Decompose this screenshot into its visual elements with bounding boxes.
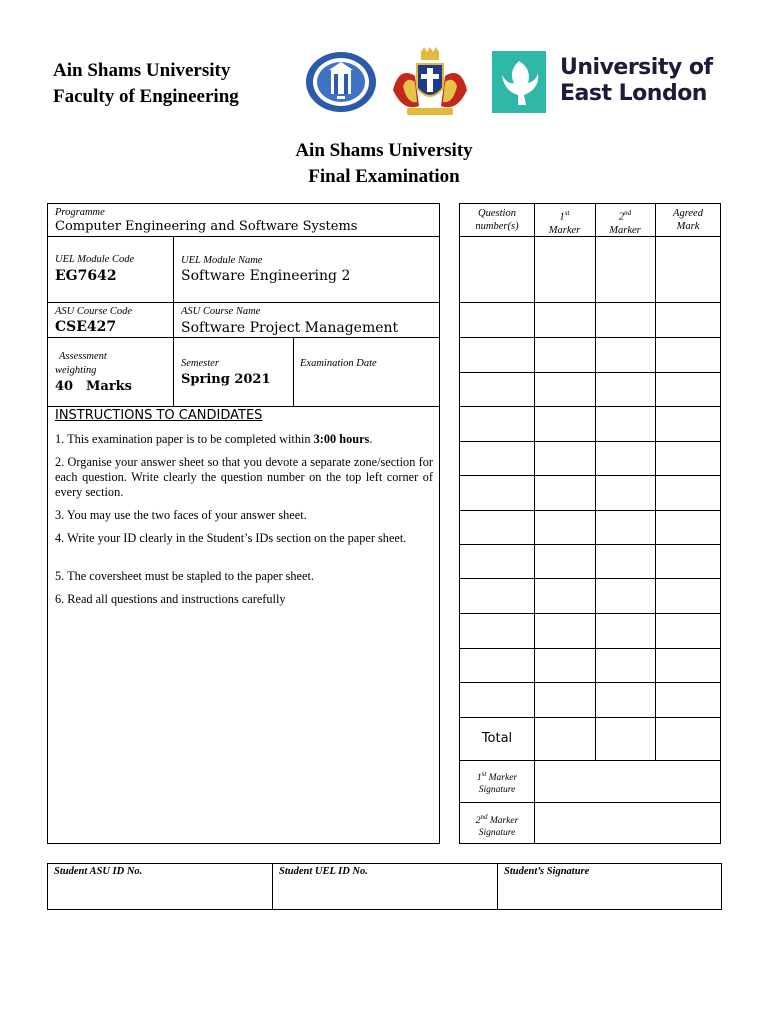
student-id-table	[47, 863, 722, 910]
student-asu-id-label: Student ASU ID No.	[54, 866, 143, 877]
second-marker-signature-label	[460, 811, 534, 839]
second-marker-word: Marker	[489, 816, 519, 827]
marks-table-row-line	[459, 682, 721, 683]
marks-table-row-line	[459, 302, 721, 303]
semester-label: Semester	[181, 358, 219, 369]
title-final-examination: Final Examination	[308, 166, 460, 187]
marks-table-row-line	[459, 760, 721, 761]
col-agreed-mark-line-2: Mark	[676, 221, 700, 232]
programme-label: Programme	[55, 207, 105, 218]
assessment-unit: Marks	[86, 379, 132, 394]
asu-course-name-label: ASU Course Name	[181, 306, 261, 317]
first-marker-number: 1	[476, 773, 482, 784]
examination-date-label: Examination Date	[300, 358, 377, 369]
col-first-marker-number: 1	[559, 211, 565, 223]
second-marker-signature-word: Signature	[478, 828, 516, 839]
uel-wordmark-line-1: University of	[560, 55, 713, 80]
total-label: Total	[481, 731, 513, 746]
header-university-names	[53, 58, 239, 110]
exam-info-box	[47, 203, 440, 844]
col-second-marker-label: Marker	[609, 224, 641, 236]
col-first-marker	[534, 207, 595, 237]
first-marker-suffix: st	[481, 770, 487, 778]
instruction-6: 6. Read all questions and instructions carefully	[55, 592, 286, 606]
col-second-marker-number: 2	[618, 211, 625, 223]
instructions-title: INSTRUCTIONS TO CANDIDATES	[55, 408, 263, 423]
col-second-marker	[595, 207, 655, 237]
instruction-2: 2. Organise your answer sheet so that you devote a separate zone/section for each question. Write clearly the question number on the top left corner of every section.	[55, 455, 433, 499]
marks-table-column-line	[655, 203, 656, 760]
coat-of-arms-logo	[389, 46, 471, 118]
col-question-number-line-1: Question	[478, 208, 516, 219]
marks-table-signature-divider	[534, 760, 535, 844]
first-marker-word: Marker	[488, 773, 518, 784]
student-uel-id-label: Student UEL ID No.	[279, 866, 368, 877]
instruction-1	[55, 432, 433, 447]
marks-table-row-line	[459, 337, 721, 338]
university-name: Ain Shams University	[53, 60, 231, 81]
uel-wordmark-line-2: East London	[560, 81, 707, 106]
col-question-number	[460, 207, 534, 233]
uel-module-name-value: Software Engineering 2	[181, 268, 351, 284]
marks-table-row-line	[459, 717, 721, 718]
marks-table-column-line	[534, 203, 535, 760]
programme-value: Computer Engineering and Software Systems	[55, 219, 358, 234]
col-agreed-mark-line-1: Agreed	[673, 208, 703, 219]
instruction-3: 3. You may use the two faces of your answer sheet.	[55, 508, 307, 522]
uel-module-code-value: EG7642	[55, 268, 117, 284]
col-first-marker-suffix: st	[564, 209, 570, 217]
uel-module-name-label: UEL Module Name	[181, 255, 263, 266]
instruction-1-text: 1. This examination paper is to be completed within	[55, 432, 314, 446]
second-marker-suffix: nd	[480, 813, 488, 821]
col-second-marker-suffix: nd	[624, 209, 632, 217]
assessment-value: 40	[55, 379, 74, 394]
marks-table-row-line	[459, 441, 721, 442]
uel-wordmark	[560, 55, 713, 107]
instruction-1-end: .	[369, 432, 373, 446]
col-first-marker-label: Marker	[548, 224, 581, 236]
marks-table-row-line	[459, 544, 721, 545]
title-university: Ain Shams University	[295, 140, 473, 161]
marks-table-column-line	[595, 203, 596, 760]
instruction-5: 5. The coversheet must be stapled to the paper sheet.	[55, 569, 314, 583]
marks-table-row-line	[459, 802, 721, 803]
student-signature-label: Student’s Signature	[504, 866, 590, 877]
weighting-label: weighting	[55, 365, 97, 376]
assessment-label: Assessment	[59, 351, 107, 362]
first-marker-signature-word: Signature	[478, 785, 516, 796]
marks-table	[459, 203, 721, 844]
second-marker-number: 2	[475, 816, 481, 827]
marks-table-row-line	[459, 475, 721, 476]
semester-value: Spring 2021	[181, 372, 271, 387]
asu-course-name-value: Software Project Management	[181, 320, 399, 336]
marks-table-row-line	[459, 406, 721, 407]
instruction-1-duration: 3:00 hours	[313, 432, 370, 446]
faculty-seal-logo	[304, 50, 378, 114]
marks-table-row-line	[459, 578, 721, 579]
asu-course-code-value: CSE427	[55, 319, 117, 335]
first-marker-signature-label	[460, 768, 534, 796]
faculty-name: Faculty of Engineering	[53, 86, 239, 107]
marks-table-row-line	[459, 648, 721, 649]
marks-table-row-line	[459, 510, 721, 511]
marks-table-row-line	[459, 613, 721, 614]
col-agreed-mark	[655, 207, 721, 233]
uel-module-code-label: UEL Module Code	[55, 254, 135, 265]
marks-table-row-line	[459, 372, 721, 373]
col-question-number-line-2: number(s)	[475, 221, 519, 232]
asu-course-code-label: ASU Course Code	[55, 306, 132, 317]
instruction-4: 4. Write your ID clearly in the Student’s IDs section on the paper sheet.	[55, 531, 407, 545]
exam-title	[0, 138, 768, 190]
